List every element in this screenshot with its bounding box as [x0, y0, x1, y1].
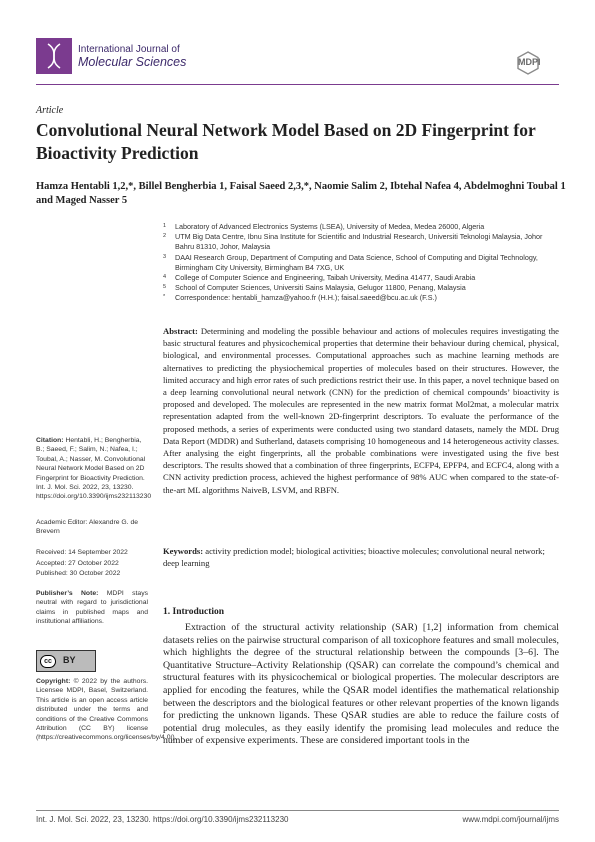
affiliation-number: * [163, 294, 166, 301]
keywords [163, 545, 559, 569]
citation-label: Citation: [36, 437, 64, 444]
affiliation-number: 3 [163, 253, 167, 260]
abstract-text: Determining and modeling the possible behaviour and actions of molecules requires investigating the basic structural features and physicochemical properties that determine their behaviour during chemical, physical, biological, and environmental processes. Computational approaches such as machine learning methods are alternatives to predicting the physiochemical properties of molecules based on their structures. However, the limited accuracy and high error rates of such predictions restrict their use. In this paper, a novel technique based on a deep learning convolutional neural network (CNN) for the prediction of chemical compounds’ bioactivity is proposed and developed. The molecules are represented in the new matrix format Mol2mat, a molecular matrix representation adapted from the well-known 2D-fingerprint descriptors. To evaluate the performance of the proposed methods, a series of experiments were conducted using two standard datasets, namely the MDL Drug Data Report (MDDR) and Sutherland, datasets comprising 10 homogeneous and 14 heterogeneous activity classes. After analysing the eight fingerprints, all the probable combinations were investigated using the five best descriptors. The results showed that a combination of three fingerprints, ECFP4, EPFP4, and ECFC4, along with a CNN activity prediction process, achieved the highest performance of 98% AUC when compared to the state-of-the-art ML algorithms NaiveB, LSVM, and RBFN. [163, 326, 559, 495]
copyright-text: © 2022 by the authors. Licensee MDPI, Basel, Switzerland. This article is an open access article distributed under the terms and conditions of the Creative Commons Attribution (CC BY) license (https://creativecommons.org/licenses/by/4.0/). [36, 678, 177, 742]
affiliation-number: 5 [163, 284, 167, 291]
accepted-date: Accepted: 27 October 2022 [36, 559, 119, 567]
affiliation-item [163, 232, 563, 252]
dna-icon [36, 38, 72, 74]
dates-block [36, 548, 148, 580]
editor-name: Alexandre G. de Brevern [36, 519, 139, 536]
footer-citation[interactable]: Int. J. Mol. Sci. 2022, 23, 13230. https://doi.org/10.3390/ijms232113230 [36, 815, 289, 824]
affiliation-text: UTM Big Data Centre, Ibnu Sina Institute for Scientific and Industrial Research, Universiti Teknologi Malaysia, Johor Bahru 81310, Johor, Malaysia [175, 232, 543, 252]
article-type: Article [36, 105, 64, 116]
abstract-label: Abstract: [163, 326, 198, 336]
affiliation-text: Laboratory of Advanced Electronics Systems (LSEA), University of Medea, Medea 26000, Algeria [175, 222, 485, 231]
publisher-name: MDPI [518, 57, 541, 67]
journal-name [78, 43, 186, 69]
publisher-note-label: Publisher’s Note: [36, 590, 99, 597]
affiliation-text: College of Computer Science and Engineering, Taibah University, Medina 41477, Saudi Arabia [175, 273, 476, 283]
paper-title: Convolutional Neural Network Model Based on 2D Fingerprint for Bioactivity Prediction [36, 120, 536, 163]
header-rule [36, 84, 559, 85]
affiliation-item [163, 222, 563, 232]
copyright-block [36, 677, 177, 743]
published-date: Published: 30 October 2022 [36, 570, 121, 577]
keywords-text: activity prediction model; biological activities; bioactive molecules; convolutional neural network; deep learning [163, 546, 545, 569]
affiliation-item [163, 273, 563, 283]
affiliation-text: Correspondence: hentabli_hamza@yahoo.fr (H.H.); faisal.saeed@bcu.ac.uk (F.S.) [175, 293, 437, 303]
affiliation-item [163, 293, 563, 303]
cc-icon: cc [40, 655, 56, 668]
affiliation-number: 1 [163, 223, 167, 229]
footer-rule [36, 810, 559, 811]
affiliation-text: DAAI Research Group, Department of Computing and Data Science, School of Computing and Digital Technology, Birmingham City University, Birmingham B4 7XG, UK [175, 252, 538, 272]
section-heading: 1. Introduction [163, 607, 225, 617]
footer-journal-url[interactable]: www.mdpi.com/journal/ijms [462, 815, 559, 824]
journal-name-line2: Molecular Sciences [78, 55, 187, 69]
journal-name-line1: International Journal of [78, 44, 180, 55]
editor-block [36, 518, 148, 537]
affiliation-item [163, 283, 563, 293]
affiliation-number: 4 [163, 274, 167, 281]
author-list: Hamza Hentabli 1,2,*, Billel Bengherbia 1, Faisal Saeed 2,3,*, Naomie Salim 2, Ibtehal Nafea 4, Abdelmoghni Toubal 1 and Maged Nasser 5 [36, 181, 566, 206]
citation-block [36, 436, 152, 502]
publisher-note-text: MDPI stays neutral with regard to jurisdictional claims in published maps and institutional affiliations. [36, 590, 148, 626]
affiliation-text: School of Computer Sciences, Universiti Sains Malaysia, Gelugor 11800, Penang, Malaysia [175, 283, 466, 293]
intro-paragraph: Extraction of the structural activity relationship (SAR) [1,2] information from chemical datasets relies on the pairwise structural comparison of all toxicophore features and small molecules, which highlights the degree of the structural relationship between the compounds [3–6]. The Quantitative Structure–Activity Relationship (QSAR) can correlate the compound’s chemical and structural features with its physicochemical or biological properties. The molecular descriptors are applied for encoding the features, while the QSAR model identifies the mathematical relationship between the descriptors and the biological features or other relevant properties of the known ligands for predicting the unknown ligands. These QSAR studies are able to reduce the failure costs of potential drug molecules, as they easily identify the promising lead molecules and reduce the number of expensive experiments. These are considered important tools in the [163, 622, 559, 747]
affiliation-number: 2 [163, 233, 167, 240]
citation-text[interactable]: Hentabli, H.; Bengherbia, B.; Saeed, F.; Salim, N.; Nafea, I.; Toubal, A.; Nasser, M. Convolutional Neural Network Model Based on 2D Fingerprint for Bioactivity Prediction. Int. J. Mol. Sci. 2022, 23, 13230. https://doi.org/10.3390/ijms232113230 [36, 437, 152, 501]
affiliation-item [163, 253, 563, 273]
keywords-label: Keywords: [163, 546, 204, 556]
by-icon: BY [63, 655, 76, 665]
copyright-label: Copyright: [36, 678, 71, 685]
publisher-note [36, 589, 148, 627]
journal-logo [36, 38, 72, 74]
received-date: Received: 14 September 2022 [36, 549, 128, 556]
editor-label: Academic Editor: [36, 519, 88, 526]
affiliations [163, 222, 563, 304]
cc-by-license-badge[interactable] [36, 650, 96, 672]
abstract [163, 325, 559, 496]
